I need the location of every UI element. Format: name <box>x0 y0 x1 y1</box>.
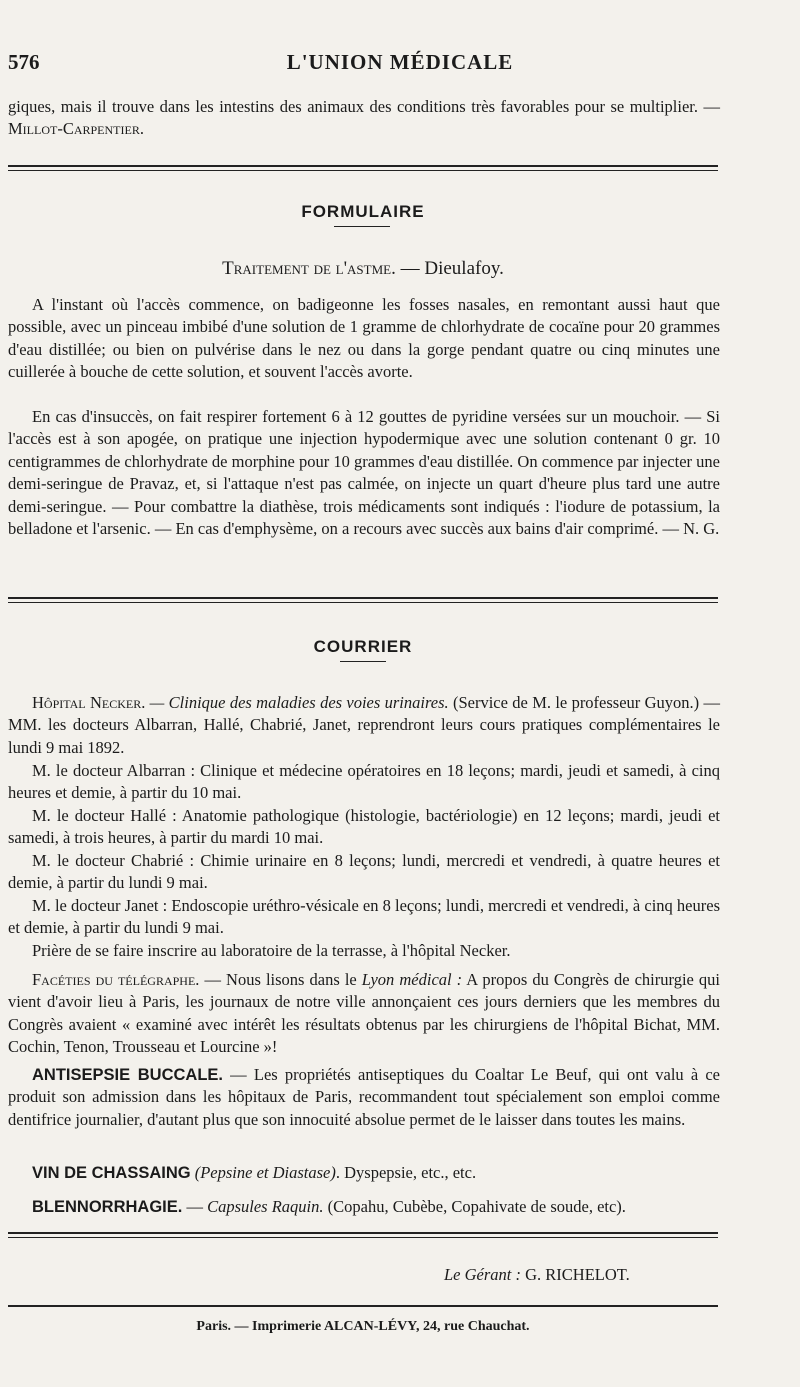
antisepsie-ad <box>8 1064 720 1131</box>
section-divider <box>8 165 718 167</box>
heading-underline <box>340 661 386 662</box>
vin-paren: (Pepsine et Diastase) <box>194 1163 336 1182</box>
intro-author: Millot-Carpentier. <box>8 119 144 139</box>
vin-ad <box>8 1162 720 1184</box>
vin-label: VIN DE CHASSAING <box>32 1164 191 1182</box>
albarran-paragraph: M. le docteur Albarran : Clinique et médecine opératoires en 18 leçons; mardi, jeudi et samedi, à cinq heures et demie, à partir du 10 mai. <box>8 761 720 803</box>
chabrie-paragraph: M. le docteur Chabrié : Chimie urinaire en 8 leçons; lundi, mercredi et vendredi, à quatre heures et demie, à partir du lundi 9 mai. <box>8 851 720 893</box>
intro-paragraph <box>8 96 720 141</box>
section-divider-thin <box>8 602 718 603</box>
intro-text: giques, mais il trouve dans les intestins des animaux des conditions très favorables pour se multiplier. — <box>8 97 720 116</box>
running-title: L'UNION MÉDICALE <box>286 50 514 74</box>
blennorrhagie-ad <box>8 1196 720 1218</box>
blennorrhagie-dash: — <box>182 1197 208 1216</box>
necker-paragraph <box>8 692 720 759</box>
facetie-journal: Lyon médical : <box>361 970 463 989</box>
necker-label: Hôpital Necker. <box>32 693 146 712</box>
section-divider <box>8 597 718 599</box>
facetie-paragraph <box>8 969 720 1059</box>
subtitle-author: — Dieulafoy. <box>395 258 504 279</box>
janet-paragraph: M. le docteur Janet : Endoscopie uréthro-vésicale en 8 leçons; lundi, mercredi et vendredi, à cinq heures et demie, à partir du lundi 9 mai. <box>8 896 720 938</box>
priere-paragraph: Prière de se faire inscrire au laboratoire de la terrasse, à l'hôpital Necker. <box>32 941 511 960</box>
necker-text: (Service de M. le professeur Guyon.) — MM. les docteurs Albarran, Hallé, Chabrié, Janet, reprendront leurs cours pratiques complémentaires le lundi 9 mai 1892. <box>8 693 720 757</box>
necker-title: — Clinique des maladies des voies urinaires. <box>145 693 449 712</box>
gerant-label: Le Gérant : <box>444 1265 521 1284</box>
subtitle-treatment: Traitement de l'astme. <box>222 258 396 279</box>
facetie-text-a: — Nous lisons dans le <box>199 970 362 989</box>
facetie-label: Facéties du télégraphe. <box>32 970 200 989</box>
heading-underline <box>334 226 390 227</box>
gerant-name: G. RICHELOT. <box>521 1265 630 1284</box>
blennorrhagie-italic: Capsules Raquin. <box>207 1197 324 1216</box>
vin-text: . Dyspepsie, etc., etc. <box>335 1163 477 1182</box>
gerant-signature <box>444 1265 630 1285</box>
footer-divider <box>8 1305 718 1307</box>
formulaire-heading: FORMULAIRE <box>301 202 425 221</box>
blennorrhagie-text: (Copahu, Cubèbe, Copahivate de soude, etc). <box>323 1197 626 1216</box>
page-header <box>0 50 800 80</box>
formulaire-paragraph-1: A l'instant où l'accès commence, on badigeonne les fosses nasales, en remontant aussi haut que possible, avec un pinceau imbibé d'une solution de 1 gramme de chlorhydrate de cocaïne pour 20 grammes d'eau distillée; ou bien on pulvérise dans le nez ou dans la gorge pendant quatre ou cinq minutes une cuillerée à bouche de cette solution, et souvent l'accès avorte. <box>8 295 720 382</box>
antisepsie-label: ANTISEPSIE BUCCALE. <box>32 1066 223 1084</box>
antisepsie-text: — Les propriétés antiseptiques du Coaltar Le Beuf, qui ont valu à ce produit son admission dans les hôpitaux de Paris, recommandent tout spécialement son emploi comme dentifrice journalier, d'autant plus que son innocuité absolue permet de le laisser dans toutes les mains. <box>8 1065 720 1129</box>
printer-imprint: Paris. — Imprimerie ALCAN-LÉVY, 24, rue Chauchat. <box>196 1319 530 1334</box>
formulaire-paragraph-2: En cas d'insuccès, on fait respirer fortement 6 à 12 gouttes de pyridine versées sur un mouchoir. — Si l'accès est à son apogée, on pratique une injection hypodermique avec une solution contenant 0 gr. 10 centigrammes de chlorhydrate de morphine pour 10 grammes d'eau distillée. On commence par injecter une demi-seringue de Pravaz, et, si l'attaque n'est pas calmée, on injecte un quart d'heure plus tard une autre demi-seringue. — Pour combattre la diathèse, trois médicaments sont indiqués : l'iodure de potassium, la belladone et l'arsenic. — En cas d'emphysème, on a recours avec succès aux bains d'air comprimé. — N. G. <box>8 407 720 539</box>
section-divider <box>8 1232 718 1234</box>
formulaire-subtitle <box>0 258 726 280</box>
halle-paragraph: M. le docteur Hallé : Anatomie pathologique (histologie, bactériologie) en 12 leçons; mardi, jeudi et samedi, à trois heures, à partir du mardi 10 mai. <box>8 806 720 848</box>
blennorrhagie-label: BLENNORRHAGIE. <box>32 1198 183 1216</box>
section-divider-thin <box>8 1237 718 1238</box>
section-divider-thin <box>8 170 718 171</box>
page-number: 576 <box>8 50 40 74</box>
courrier-heading: COURRIER <box>313 637 413 656</box>
facetie-text-b: A propos du Congrès de chirurgie qui vient d'avoir lieu à Paris, les journaux de notre ville annonçaient ces jours derniers que les membres du Congrès avaient « examiné avec intérêt les résultats obtenus par les chirurgiens de l'hôpital Bichat, MM. Cochin, Tenon, Trousseau et Lourcine »! <box>8 970 721 1057</box>
